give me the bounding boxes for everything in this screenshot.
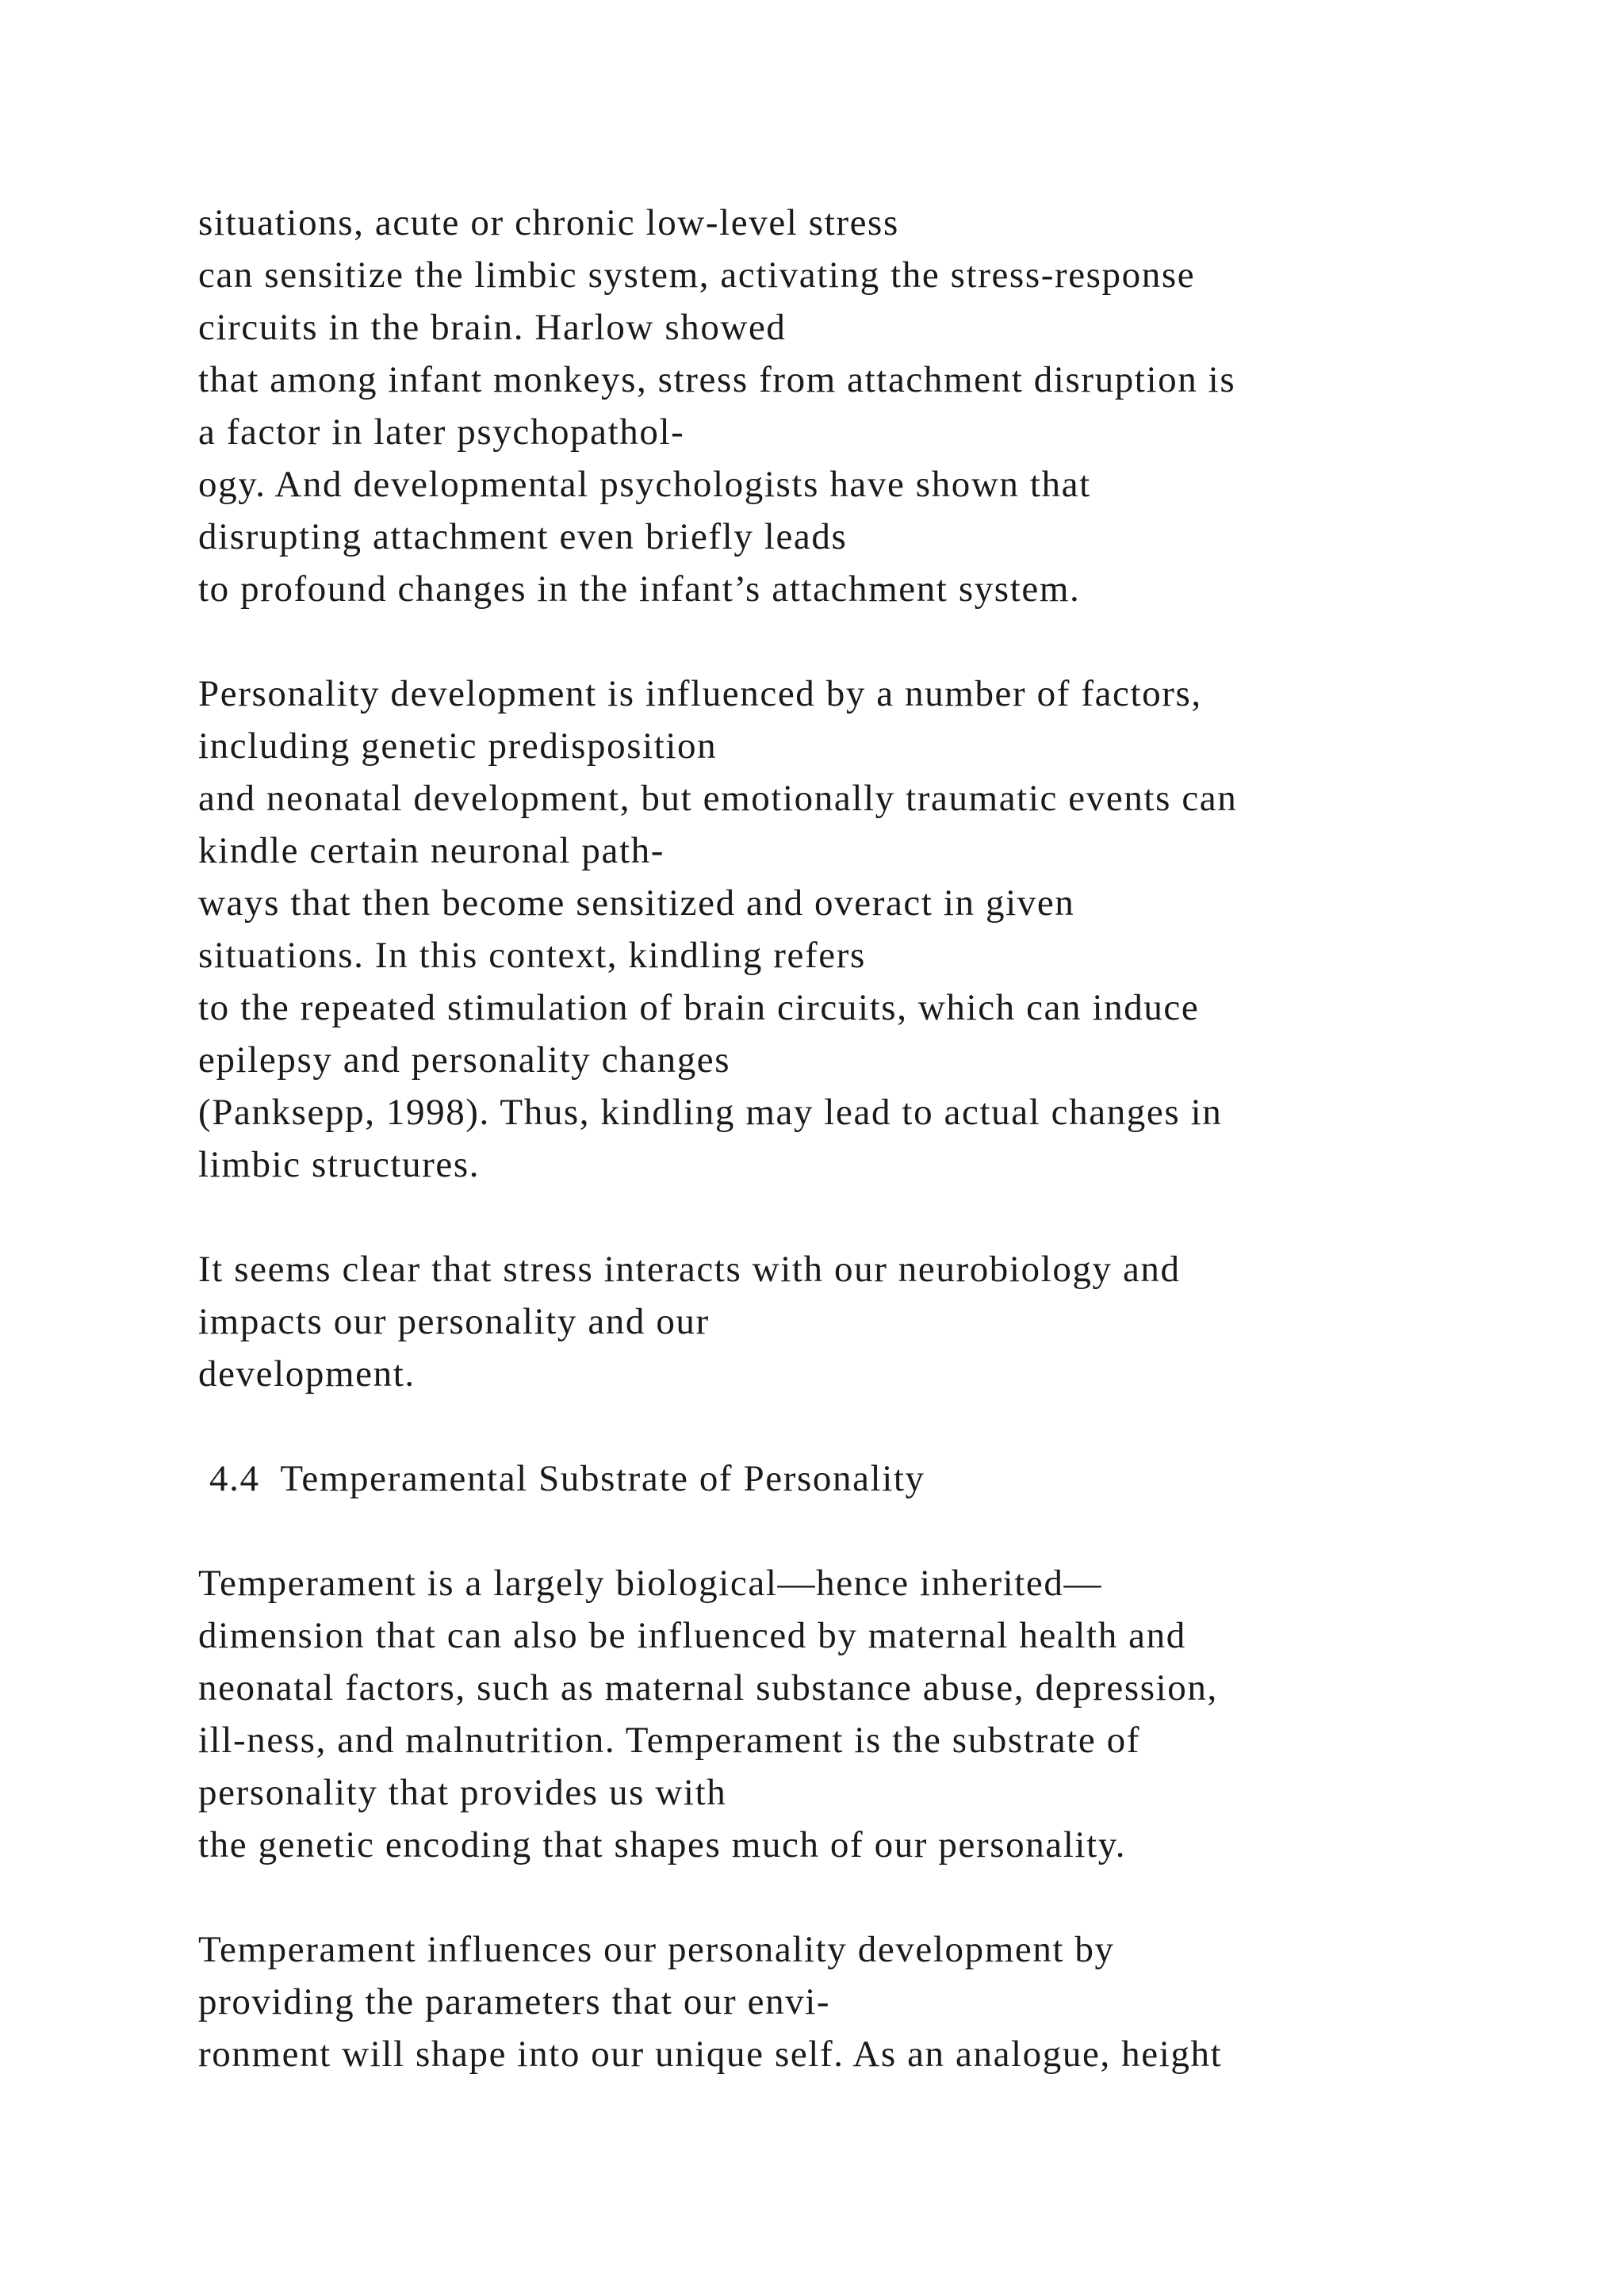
text-line: kindle certain neuronal path- [198,830,665,871]
section-heading: 4.4 Temperamental Substrate of Personality [209,1458,925,1499]
paragraph-spacer [198,1400,1594,1452]
text-line: personality that provides us with [198,1772,727,1813]
text-line: circuits in the brain. Harlow showed [198,307,787,348]
text-line: a factor in later psychopathol- [198,411,685,453]
text-line: that among infant monkeys, stress from attachment disruption is [198,359,1236,400]
text-line: (Panksepp, 1998). Thus, kindling may lead to actual changes in [198,1092,1223,1133]
text-line: dimension that can also be influenced by maternal health and [198,1615,1186,1656]
paragraph-5 [198,1923,1594,2080]
paragraph-1 [198,197,1594,615]
text-line: limbic structures. [198,1144,481,1185]
text-line: and neonatal development, but emotionally traumatic events can [198,778,1238,819]
text-line: ill-ness, and malnutrition. Temperament is the substrate of [198,1720,1140,1761]
text-line: the genetic encoding that shapes much of our personality. [198,1824,1127,1866]
text-line: neonatal factors, such as maternal substance abuse, depression, [198,1667,1218,1709]
text-line: situations, acute or chronic low-level stress [198,202,899,243]
document-body [198,197,1594,2080]
text-line: ways that then become sensitized and overact in given [198,882,1075,924]
text-line: can sensitize the limbic system, activating the stress-response [198,254,1196,296]
text-line: It seems clear that stress interacts with our neurobiology and [198,1249,1181,1290]
paragraph-spacer [198,615,1594,668]
text-line: to the repeated stimulation of brain circuits, which can induce [198,987,1200,1028]
text-line: Temperament influences our personality development by [198,1929,1115,1970]
text-line: ogy. And developmental psychologists have shown that [198,464,1091,505]
text-line: Personality development is influenced by a number of factors, [198,673,1202,714]
paragraph-3 [198,1243,1594,1400]
text-line: providing the parameters that our envi- [198,1981,831,2022]
text-line: ronment will shape into our unique self. As an analogue, height [198,2034,1223,2075]
text-line: Temperament is a largely biological—hence inherited— [198,1563,1103,1604]
text-line: impacts our personality and our [198,1301,710,1342]
paragraph-2 [198,668,1594,1191]
paragraph-spacer [198,1871,1594,1923]
text-line: to profound changes in the infant’s attachment system. [198,568,1081,610]
text-line: situations. In this context, kindling refers [198,935,866,976]
paragraph-4 [198,1557,1594,1871]
text-line: development. [198,1353,416,1395]
paragraph-spacer [198,1505,1594,1557]
paragraph-spacer [198,1191,1594,1243]
text-line: including genetic predisposition [198,725,718,767]
text-line: epilepsy and personality changes [198,1039,731,1081]
text-line: disrupting attachment even briefly leads [198,516,848,557]
